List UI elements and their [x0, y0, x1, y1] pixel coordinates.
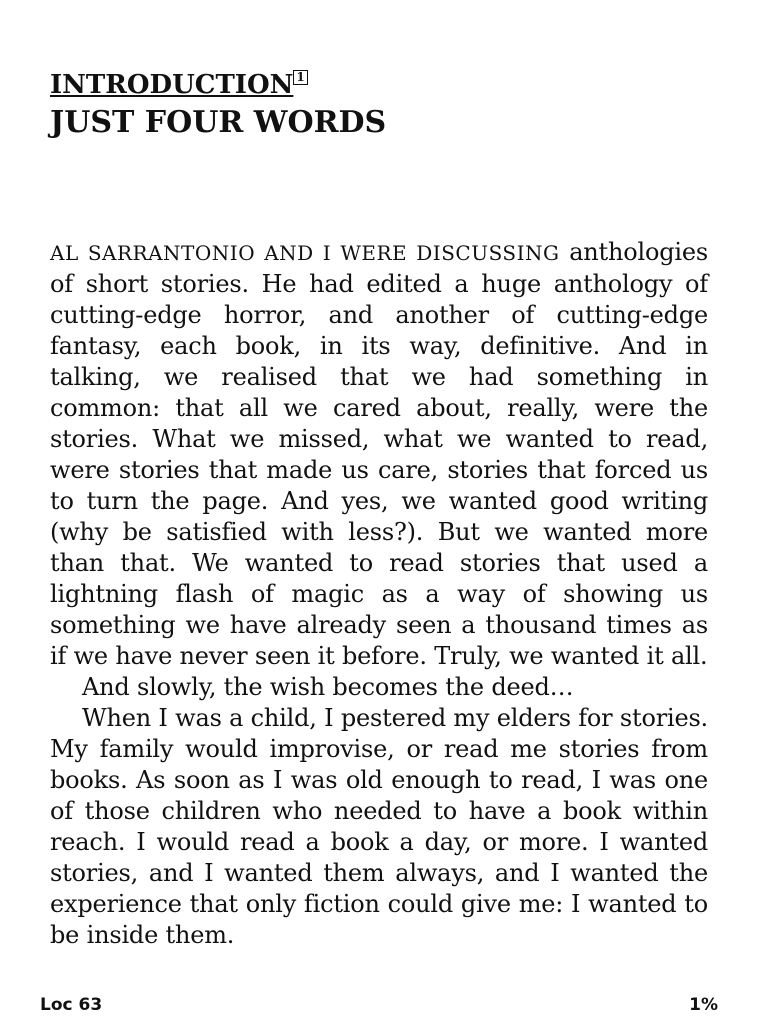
chapter-label-text: INTRODUCTION — [50, 70, 294, 100]
chapter-title: JUST FOUR WORDS — [50, 105, 387, 140]
paragraph-1-text: anthologies of short stories. He had edited a huge anthology of cutting-edge horror, and another of cutting-edge fantasy, each book, in its way, definitive. And in talking, we realised that we had something in common: that all we cared about, really, were the stories. What we missed, what we wanted to read, were stories that made us care, stories that forced us to turn the page. And yes, we wanted good writing (why be satisfied with less?). But we wanted more than that. We wanted to read stories that used a lightning flash of magic as a way of showing us something we have already seen a thousand times as if we have never seen it before. Truly, we wanted it all. — [50, 238, 708, 670]
chapter-header — [50, 68, 708, 142]
reader-status-bar — [40, 993, 718, 1017]
footnote-link[interactable]: 1 — [293, 70, 307, 85]
progress-percent: 1% — [689, 995, 718, 1015]
location-indicator: Loc 63 — [40, 995, 103, 1015]
paragraph-3: When I was a child, I pestered my elders for stories. My family would improvise, or read me stories from books. As soon as I was old enough to read, I was one of those children who needed to have a book within reach. I would read a book a day, or more. I wanted stories, and I wanted them always, and I wanted the experience that only fiction could give me: I wanted to be inside them. — [50, 704, 708, 949]
book-text — [50, 237, 708, 951]
paragraph-1 — [50, 237, 708, 672]
paragraph-1-lead: AL SARRANTONIO AND I WERE DISCUSSING — [50, 241, 560, 265]
paragraph-2: And slowly, the wish becomes the deed… — [82, 673, 574, 701]
chapter-label — [50, 68, 708, 102]
